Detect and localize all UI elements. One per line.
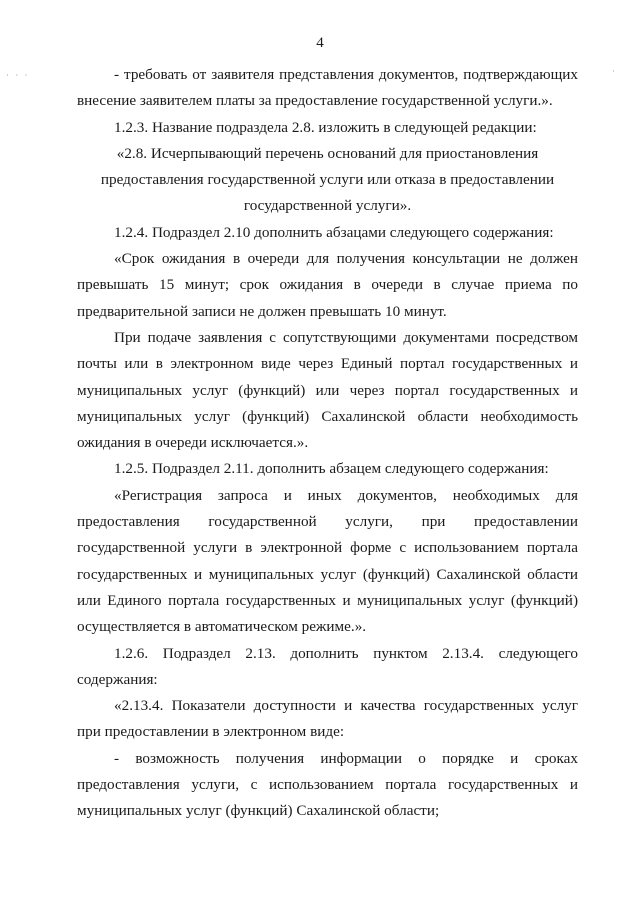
paragraph-subsection-2-8-title: «2.8. Исчерпывающий перечень оснований для приостановления предоставления государственной услуги или отказа в предоставлении государственной услуги». xyxy=(100,144,555,215)
paragraph-queue-waiting-time: «Срок ожидания в очереди для получения консультации не должен превышать 15 минут; срок ожидания в очереди в случае приема по предварительной записи не должен превышать 10 минут. xyxy=(77,250,578,320)
scan-artifact: · xyxy=(612,66,617,76)
paragraph-fee-requirement: - требовать от заявителя представления документов, подтверждающих внесение заявителем платы за предоставление государственной услуги.». xyxy=(77,66,578,110)
paragraph-1-2-6: 1.2.6. Подраздел 2.13. дополнить пунктом 2.13.4. следующего содержания: xyxy=(77,644,578,688)
page-number: 4 xyxy=(316,35,324,51)
paragraph-1-2-3: 1.2.3. Название подраздела 2.8. изложить в следующей редакции: xyxy=(114,118,537,136)
paragraph-1-2-4: 1.2.4. Подраздел 2.10 дополнить абзацами следующего содержания: xyxy=(114,223,554,241)
paragraph-1-2-5: 1.2.5. Подраздел 2.11. дополнить абзацем следующего содержания: xyxy=(114,460,549,478)
paragraph-electronic-submission: При подаче заявления с сопутствующими документами посредством почты или в электронном виде через Единый портал государственных и муниципальных услуг (функций) или через портал государственных и муниципальных услуг (функций) Сахалинской области необходимость ожидания в очереди исключается.». xyxy=(77,328,578,452)
paragraph-request-registration: «Регистрация запроса и иных документов, необходимых для предоставления государственной услуги, при предоставлении государственной услуги в электронной форме с использованием портала государственных и муниципальных услуг (функций) Сахалинской области или Единого портала государственных и муниципальных услуг (функций) осуществляется в автоматическом режиме.». xyxy=(77,486,578,636)
scan-artifact: · · · xyxy=(6,70,30,80)
paragraph-info-availability: - возможность получения информации о порядке и сроках предоставления услуги, с использованием портала государственных и муниципальных услуг (функций) Сахалинской области; xyxy=(77,749,578,820)
document-body xyxy=(77,62,578,825)
paragraph-2-13-4: «2.13.4. Показатели доступности и качества государственных услуг при предоставлении в электронном виде: xyxy=(77,697,578,741)
